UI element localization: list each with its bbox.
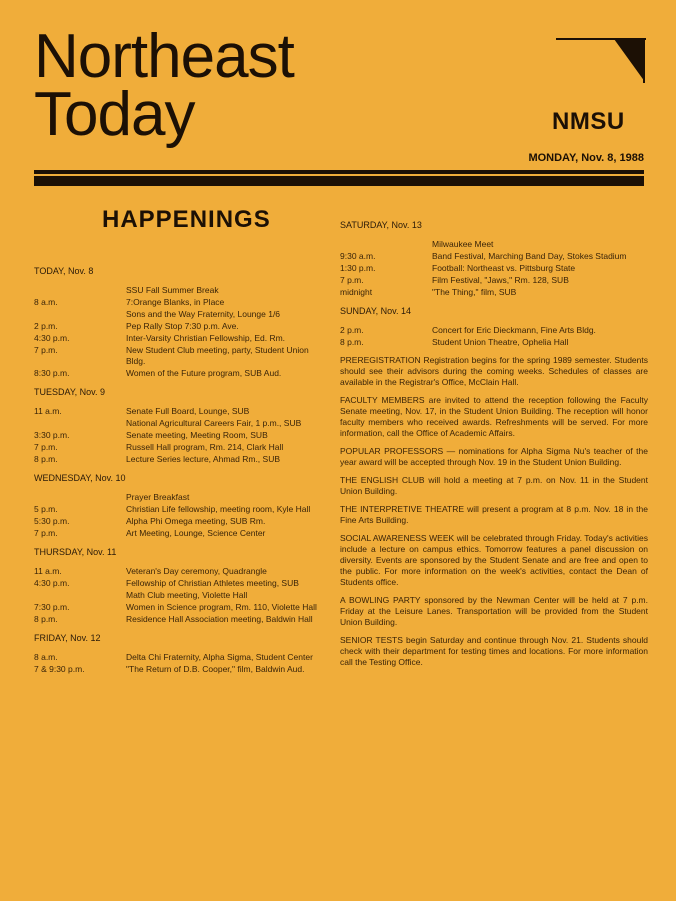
event-time: 7:30 p.m. [34, 602, 70, 612]
announcement-lead: SENIOR TESTS [340, 635, 403, 645]
masthead-title [34, 22, 294, 149]
event-time: 3:30 p.m. [34, 430, 70, 440]
event-description: Lecture Series lecture, Ahmad Rm., SUB [126, 454, 281, 464]
event-time: 8 p.m. [34, 614, 58, 624]
event-row [34, 614, 330, 625]
announcement [340, 595, 648, 628]
announcement [340, 475, 648, 497]
corner-triangle-icon [556, 38, 646, 83]
event-time: 7 & 9:30 p.m. [34, 664, 85, 674]
event-row [34, 345, 330, 367]
event-description: Fellowship of Christian Athletes meeting, SUB [126, 578, 299, 588]
event-row [340, 239, 648, 250]
event-row [34, 368, 330, 379]
event-time [34, 309, 126, 320]
event-description: Pep Rally Stop 7:30 p.m. Ave. [126, 321, 239, 331]
announcement-lead: FACULTY MEMBERS [340, 395, 425, 405]
event-time: 2 p.m. [340, 325, 364, 335]
event-time: midnight [340, 287, 373, 297]
event-time: 8 p.m. [34, 454, 58, 464]
right-column [340, 212, 648, 668]
event-time [34, 418, 126, 429]
event-row [34, 285, 330, 296]
event-row [340, 251, 648, 262]
event-description: Film Festival, "Jaws," Rm. 128, SUB [432, 275, 569, 285]
event-time: 8 a.m. [34, 297, 58, 307]
event-description: SSU Fall Summer Break [126, 285, 219, 295]
event-description: Residence Hall Association meeting, Baldwin Hall [126, 614, 313, 624]
day-heading: TODAY, Nov. 8 [34, 266, 94, 276]
masthead-line1: Northeast [34, 22, 294, 91]
event-description: Concert for Eric Dieckmann, Fine Arts Bldg. [432, 325, 596, 335]
event-description: Women of the Future program, SUB Aud. [126, 368, 282, 378]
event-row [340, 263, 648, 274]
event-row [34, 454, 330, 465]
event-time: 11 a.m. [34, 566, 62, 576]
masthead-rule [34, 170, 644, 174]
day-heading: WEDNESDAY, Nov. 10 [34, 473, 126, 483]
event-row [34, 664, 330, 675]
event-description: Math Club meeting, Violette Hall [126, 590, 248, 600]
masthead-line2: Today [34, 80, 195, 149]
event-time: 5 p.m. [34, 504, 58, 514]
announcement [340, 446, 648, 468]
announcement [340, 395, 648, 439]
event-description: Russell Hall program, Rm. 214, Clark Hall [126, 442, 284, 452]
day-heading: TUESDAY, Nov. 9 [34, 387, 106, 397]
day-heading: SUNDAY, Nov. 14 [340, 306, 412, 316]
event-description: Alpha Phi Omega meeting, SUB Rm. [126, 516, 266, 526]
event-description: 7:Orange Blanks, in Place [126, 297, 225, 307]
event-row [34, 528, 330, 539]
event-row [34, 418, 330, 429]
event-row [34, 602, 330, 613]
announcement-lead: POPULAR PROFESSORS [340, 446, 444, 456]
event-description: Veteran's Day ceremony, Quadrangle [126, 566, 267, 576]
event-time: 7 p.m. [34, 442, 58, 452]
masthead-rule-thick [34, 176, 644, 186]
announcement [340, 355, 648, 388]
event-time: 7 p.m. [340, 275, 364, 285]
announcement-lead: PREREGISTRATION [340, 355, 421, 365]
event-row [34, 492, 330, 503]
announcement-lead: THE ENGLISH CLUB [340, 475, 425, 485]
event-time: 2 p.m. [34, 321, 58, 331]
day-heading: THURSDAY, Nov. 11 [34, 547, 117, 557]
event-time: 8 p.m. [340, 337, 364, 347]
event-description: "The Thing," film, SUB [432, 287, 517, 297]
event-description: Football: Northeast vs. Pittsburg State [432, 263, 576, 273]
event-row [340, 337, 648, 348]
announcement-text: — nominations for Alpha Sigma Nu's teacher of the year award will be accepted through Nov. 19 in the Student Union Building. [340, 446, 648, 467]
event-row [340, 325, 648, 336]
event-row [34, 333, 330, 344]
happenings-heading: HAPPENINGS [102, 206, 271, 233]
event-row [34, 321, 330, 332]
event-description: Christian Life fellowship, meeting room, Kyle Hall [126, 504, 311, 514]
event-description: Delta Chi Fraternity, Alpha Sigma, Student Center [126, 652, 313, 662]
event-row [34, 430, 330, 441]
event-row [34, 578, 330, 589]
announcement-lead: A BOWLING PARTY [340, 595, 421, 605]
event-row [34, 406, 330, 417]
event-row [34, 442, 330, 453]
event-row [34, 516, 330, 527]
event-description: "The Return of D.B. Cooper," film, Baldwin Aud. [126, 664, 305, 674]
announcement [340, 533, 648, 588]
event-description: Milwaukee Meet [432, 239, 494, 249]
event-time: 7 p.m. [34, 528, 58, 538]
event-time: 4:30 p.m. [34, 578, 70, 588]
event-time: 5:30 p.m. [34, 516, 70, 526]
event-time: 4:30 p.m. [34, 333, 70, 343]
event-description: Sons and the Way Fraternity, Lounge 1/6 [126, 309, 281, 319]
announcement [340, 504, 648, 526]
event-time [34, 492, 126, 503]
event-row [34, 504, 330, 515]
event-time [34, 285, 126, 296]
announcement [340, 635, 648, 668]
event-description: Student Union Theatre, Ophelia Hall [432, 337, 569, 347]
event-description: Art Meeting, Lounge, Science Center [126, 528, 266, 538]
event-description: Senate Full Board, Lounge, SUB [126, 406, 250, 416]
event-time: 9:30 a.m. [340, 251, 376, 261]
event-row [34, 297, 330, 308]
event-time [34, 590, 126, 601]
announcement-lead: SOCIAL AWARENESS WEEK [340, 533, 455, 543]
event-description: Inter-Varsity Christian Fellowship, Ed. Rm. [126, 333, 286, 343]
event-row [34, 652, 330, 663]
event-description: Prayer Breakfast [126, 492, 190, 502]
nmsu-logo: NMSU [552, 108, 625, 135]
event-row [34, 566, 330, 577]
event-time: 8:30 p.m. [34, 368, 70, 378]
announcement-text: begin Saturday and continue through Nov. 21. Students should check with their department for testing times and locations. For more information call the Testing Office. [340, 635, 648, 667]
announcement-text: will present a program at 8 p.m. Nov. 18 in the Fine Arts Building. [340, 504, 648, 525]
dateline: MONDAY, Nov. 8, 1988 [528, 152, 644, 164]
event-row [340, 287, 648, 298]
announcement-text: will be celebrated through Friday. Today's activities include a lecture on campus ethics. Tomorrow features a panel discussion on diversity. Events are sponsored by the Student Senate and are free and open to the public. For more information on the week's activities, contact the Dean of Students office. [340, 533, 648, 587]
event-description: Senate meeting, Meeting Room, SUB [126, 430, 268, 440]
announcement-text: will hold a meeting at 7 p.m. on Nov. 11 in the Student Union Building. [340, 475, 648, 496]
event-row [340, 275, 648, 286]
day-heading: FRIDAY, Nov. 12 [34, 633, 101, 643]
event-time [340, 239, 432, 250]
event-time: 8 a.m. [34, 652, 58, 662]
event-time: 1:30 p.m. [340, 263, 376, 273]
announcement-text: are invited to attend the reception following the Faculty Senate meeting, Nov. 17, in the Student Union Building. The reception will honor faculty members who received awards. Refreshments will be served. For more information, call the Office of Academic Affairs. [340, 395, 648, 438]
event-row [34, 590, 330, 601]
announcement-lead: THE INTERPRETIVE THEATRE [340, 504, 465, 514]
event-description: Women in Science program, Rm. 110, Violette Hall [126, 602, 317, 612]
event-time: 7 p.m. [34, 345, 58, 355]
event-time: 11 a.m. [34, 406, 62, 416]
left-column [34, 258, 330, 676]
announcement-text: sponsored by the Newman Center will be held at 7 p.m. Friday at the Leisure Lanes. Transportation will be provided from the Student Union Building. [340, 595, 648, 627]
announcement-text: Registration begins for the spring 1989 semester. Students should see their advisors during the coming weeks. Schedules of classes are available in the Registrar's Office, McClain Hall. [340, 355, 648, 387]
day-heading: SATURDAY, Nov. 13 [340, 220, 422, 230]
event-description: National Agricultural Careers Fair, 1 p.m., SUB [126, 418, 302, 428]
event-description: New Student Club meeting, party, Student Union Bldg. [126, 345, 309, 366]
event-description: Band Festival, Marching Band Day, Stokes Stadium [432, 251, 627, 261]
event-row [34, 309, 330, 320]
